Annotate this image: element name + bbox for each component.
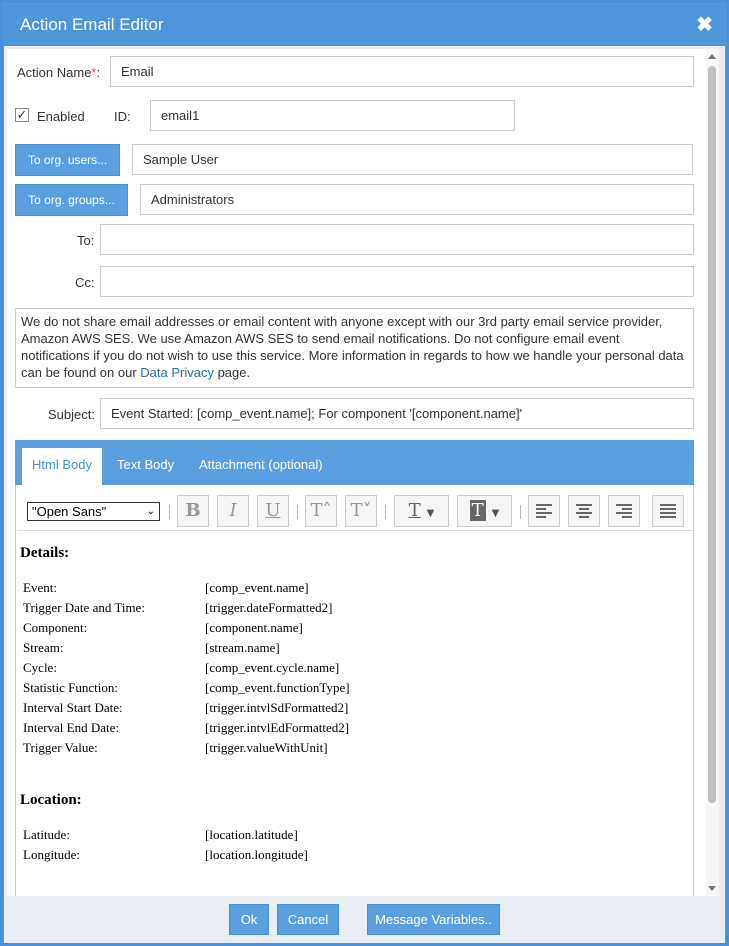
location-row: Longitude: [location.longitude] (23, 847, 308, 862)
toolbar-divider (385, 505, 386, 519)
toolbar-divider (297, 505, 298, 519)
body-tabs (15, 440, 694, 485)
toolbar-divider (520, 505, 521, 519)
details-row: Statistic Function: [comp_event.functionType] (23, 680, 350, 695)
dialog-titlebar[interactable] (4, 4, 725, 46)
editor-toolbar (17, 487, 693, 531)
text-color-icon: T (408, 500, 421, 521)
required-marker: * (91, 65, 97, 80)
privacy-notice: We do not share email addresses or email content with anyone except with our 3rd party email service provider, Amazon AWS SES. We use Amazon AWS SES to send email notifications. Do not configure email event notifications if you do not wish to use this service. More information in regards to how we handle your personal data can be found on our Data Privacy page. (15, 308, 694, 388)
italic-button[interactable]: I (217, 495, 249, 527)
font-family-select[interactable]: "Open Sans" ⌄ (27, 502, 160, 521)
details-row: Interval End Date: [trigger.intvlEdFormatted2] (23, 720, 350, 735)
to-org-groups-button[interactable]: To org. groups... (15, 184, 128, 216)
dialog-title: Action Email Editor (20, 15, 164, 34)
tab-attachment[interactable]: Attachment (optional) (199, 457, 323, 472)
subscript-button[interactable]: T˅ (345, 495, 377, 527)
id-input[interactable]: email1 (150, 100, 515, 131)
cc-input[interactable] (100, 266, 694, 297)
dialog-footer (4, 897, 725, 943)
tab-text-body[interactable]: Text Body (117, 457, 175, 472)
to-org-users-button[interactable]: To org. users... (15, 144, 120, 176)
subject-input[interactable]: Event Started: [comp_event.name]; For component '[component.name]' (100, 398, 694, 429)
details-row: Trigger Value: [trigger.valueWithUnit] (23, 740, 328, 755)
text-color-button[interactable] (394, 495, 449, 527)
to-label: To: (77, 233, 95, 248)
cancel-button[interactable]: Cancel (277, 904, 339, 935)
action-email-editor-dialog (3, 3, 726, 943)
dialog-scrollbar[interactable] (706, 49, 719, 896)
data-privacy-link[interactable]: Data Privacy (140, 365, 214, 380)
org-groups-field[interactable]: Administrators (140, 184, 694, 215)
cc-label: Cc: (75, 275, 95, 290)
chevron-down-icon: ⌄ (146, 506, 155, 517)
id-label: ID: (114, 109, 131, 124)
close-icon[interactable]: ✖ (696, 14, 713, 36)
action-name-input[interactable]: Email (110, 56, 694, 87)
to-input[interactable] (100, 224, 694, 255)
details-heading: Details: (20, 545, 70, 561)
ok-button[interactable]: Ok (229, 904, 269, 935)
dropdown-icon: ▼ (491, 508, 500, 519)
scroll-down-icon[interactable] (708, 886, 716, 891)
tab-html-body[interactable]: Html Body (22, 448, 102, 485)
align-left-button[interactable] (528, 495, 560, 527)
toolbar-divider (169, 505, 170, 519)
details-row: Component: [component.name] (23, 620, 303, 635)
enabled-label: Enabled (37, 109, 85, 124)
details-row: Trigger Date and Time: [trigger.dateFormatted2] (23, 600, 333, 615)
action-name-label: Action Name*: (17, 65, 101, 80)
details-row: Interval Start Date: [trigger.intvlSdFormatted2] (23, 700, 349, 715)
justify-button[interactable] (652, 495, 684, 527)
details-row: Stream: [stream.name] (23, 640, 280, 655)
html-body-editor[interactable] (15, 485, 694, 896)
align-center-icon (576, 502, 592, 520)
bold-button[interactable]: B (177, 495, 209, 527)
scroll-up-icon[interactable] (708, 54, 716, 59)
details-row: Event: [comp_event.name] (23, 580, 309, 595)
subject-label: Subject: (48, 407, 95, 422)
background-color-icon: T (471, 500, 484, 521)
justify-icon (660, 502, 676, 520)
location-row: Latitude: [location.latitude] (23, 827, 298, 842)
dropdown-icon: ▼ (426, 508, 435, 519)
align-right-button[interactable] (608, 495, 640, 527)
message-variables-button[interactable]: Message Variables.. (367, 904, 500, 935)
org-users-field[interactable]: Sample User (132, 144, 693, 175)
align-left-icon (536, 502, 552, 520)
background-color-button[interactable] (457, 495, 512, 527)
align-center-button[interactable] (568, 495, 600, 527)
enabled-checkbox[interactable]: ✓ (16, 107, 28, 122)
superscript-button[interactable]: T˄ (305, 495, 337, 527)
underline-button[interactable]: U (257, 495, 289, 527)
details-row: Cycle: [comp_event.cycle.name] (23, 660, 340, 675)
dialog-content (7, 49, 719, 896)
scrollbar-thumb[interactable] (708, 66, 716, 803)
location-heading: Location: (20, 792, 82, 808)
align-right-icon (616, 502, 632, 520)
